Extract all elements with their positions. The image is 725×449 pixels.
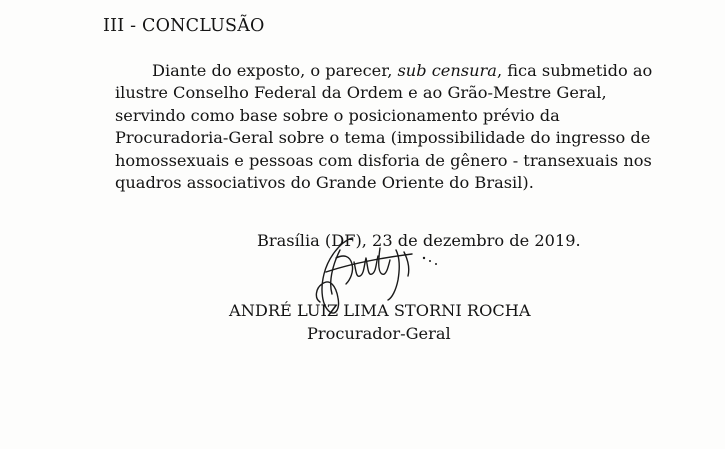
paragraph-line-1-italic: sub censura	[397, 61, 497, 80]
paragraph-line-3: servindo como base sobre o posicionamento prévio da	[115, 105, 560, 125]
signer-name: ANDRÉ LUIZ LIMA STORNI ROCHA	[229, 301, 531, 320]
paragraph-line-6: quadros associativos do Grande Oriente do Brasil).	[115, 173, 534, 193]
paragraph-line-1	[115, 60, 653, 82]
signer-title: Procurador-Geral	[307, 324, 451, 343]
paragraph-line-1-pre: Diante do exposto, o parecer,	[152, 61, 398, 80]
paragraph-line-1-post: , fica submetido ao	[496, 61, 653, 80]
date-line: Brasília (DF), 23 de dezembro de 2019.	[257, 231, 581, 250]
section-heading: III - CONCLUSÃO	[103, 16, 265, 36]
paragraph-line-4: Procuradoria-Geral sobre o tema (impossibilidade do ingresso de	[115, 128, 651, 148]
paragraph-line-2: ilustre Conselho Federal da Ordem e ao Grão-Mestre Geral,	[115, 83, 607, 103]
paragraph-line-5: homossexuais e pessoas com disforia de gênero - transexuais nos	[115, 150, 652, 170]
conclusion-paragraph	[115, 60, 653, 194]
